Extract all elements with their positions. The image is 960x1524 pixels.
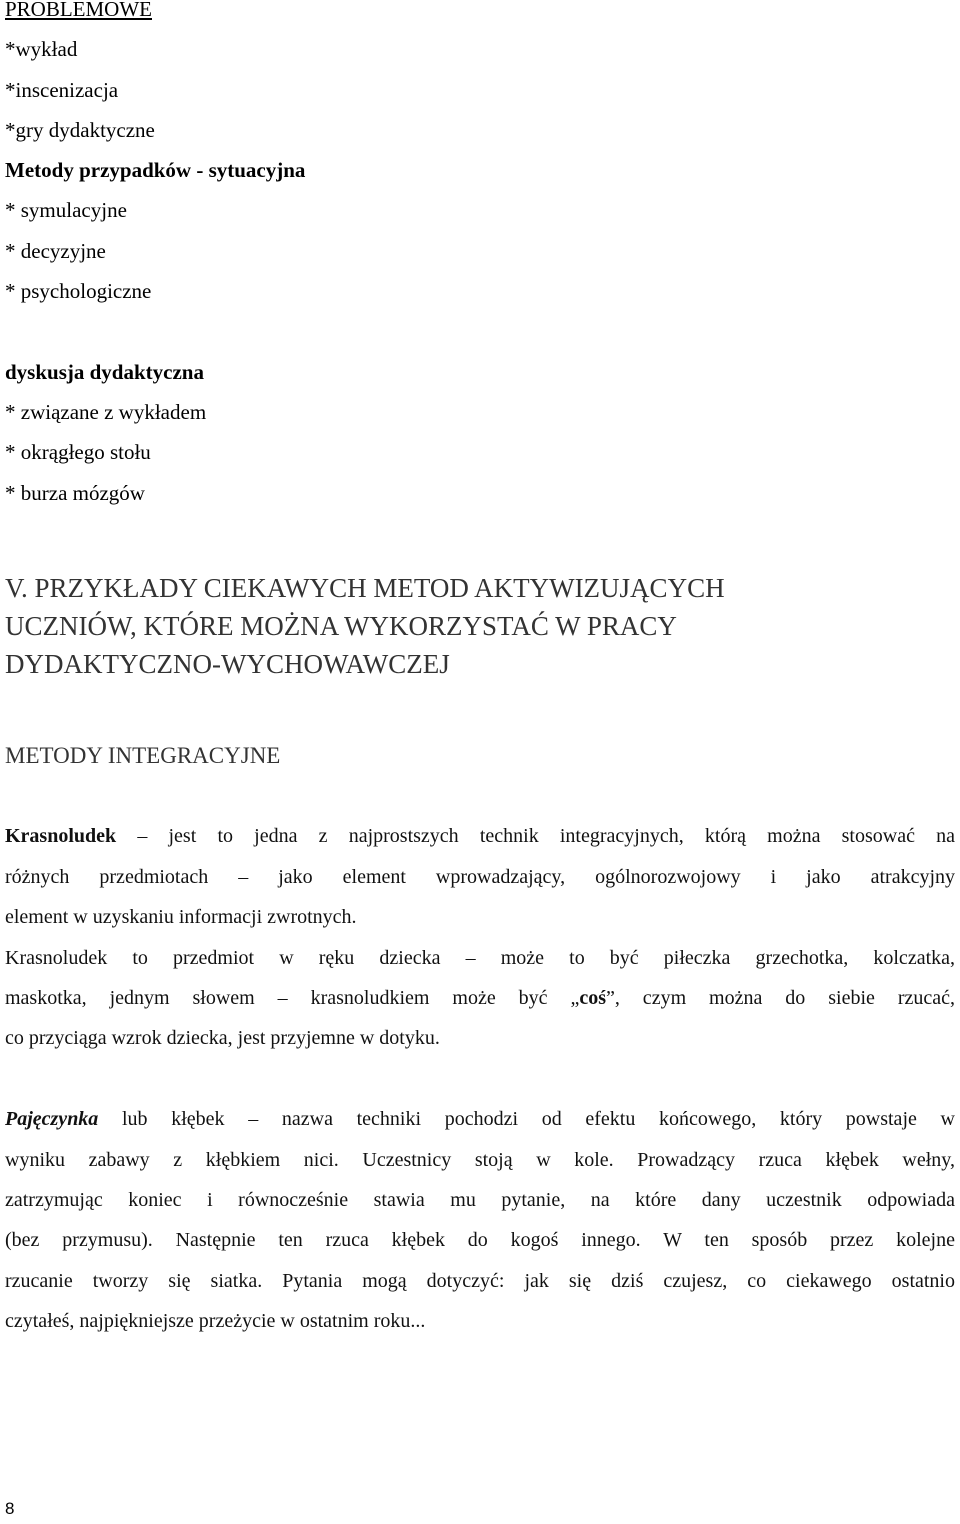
paragraph-line: co przyciąga wzrok dziecka, jest przyjemne w dotyku.	[5, 1027, 440, 1049]
list-item: * psychologiczne	[5, 279, 152, 303]
problem-methods-heading: PROBLEMOWE	[5, 0, 152, 21]
term-pajeczynka: Pajęczynka	[5, 1108, 99, 1130]
paragraph-line	[5, 823, 955, 849]
bold-word: coś	[579, 987, 606, 1009]
paragraph-line	[5, 985, 955, 1011]
section-title-line: V. PRZYKŁADY CIEKAWYCH METOD AKTYWIZUJĄCYCH	[5, 573, 725, 603]
list-item: *gry dydaktyczne	[5, 118, 155, 142]
paragraph-line: rzucanie tworzy się siatka. Pytania mogą dotyczyć: jak się dziś czujesz, co ciekawego ostatnio	[5, 1270, 955, 1292]
paragraph-line: zatrzymując koniec i równocześnie stawia mu pytanie, na które dany uczestnik odpowiada	[5, 1189, 955, 1211]
list-item: * symulacyjne	[5, 198, 127, 222]
page-number: 8	[5, 1499, 15, 1518]
list-item: * związane z wykładem	[5, 400, 207, 424]
list-item: *wykład	[5, 37, 78, 61]
paragraph-line: wyniku zabawy z kłębkiem nici. Uczestnicy stoją w kole. Prowadzący rzuca kłębek wełny,	[5, 1149, 955, 1171]
cases-title: Metody przypadków - sytuacyjna	[5, 158, 306, 182]
section-subtitle: METODY INTEGRACYJNE	[5, 743, 281, 768]
section-title-line: DYDAKTYCZNO-WYCHOWAWCZEJ	[5, 649, 450, 679]
text-span: ”, czym można do siebie rzucać,	[606, 987, 955, 1009]
paragraph-line: element w uzyskaniu informacji zwrotnych.	[5, 906, 357, 928]
paragraph-line: różnych przedmiotach – jako element wprowadzający, ogólnorozwojowy i jako atrakcyjny	[5, 866, 955, 888]
section-title-line: UCZNIÓW, KTÓRE MOŻNA WYKORZYSTAĆ W PRACY	[5, 611, 677, 641]
paragraph-line: (bez przymusu). Następnie ten rzuca kłębek do kogoś innego. W ten sposób przez kolejne	[5, 1229, 955, 1251]
discussion-title: dyskusja dydaktyczna	[5, 360, 204, 384]
paragraph-line: Krasnoludek to przedmiot w ręku dziecka – może to być piłeczka grzechotka, kolczatka,	[5, 947, 955, 969]
list-item: *inscenizacja	[5, 78, 119, 102]
term-krasnoludek: Krasnoludek	[5, 825, 117, 847]
text-span: lub kłębek – nazwa techniki pochodzi od efektu końcowego, który powstaje w	[98, 1108, 955, 1130]
paragraph-line: czytałeś, najpiękniejsze przeżycie w ostatnim roku...	[5, 1310, 426, 1332]
list-item: * decyzyjne	[5, 239, 106, 263]
text-span: maskotka, jednym słowem – krasnoludkiem może być „	[5, 987, 580, 1009]
list-item: * burza mózgów	[5, 481, 145, 505]
paragraph-line	[5, 1106, 955, 1132]
list-item: * okrągłego stołu	[5, 440, 151, 464]
text-span: – jest to jedna z najprostszych technik integracyjnych, którą można stosować na	[116, 825, 955, 847]
